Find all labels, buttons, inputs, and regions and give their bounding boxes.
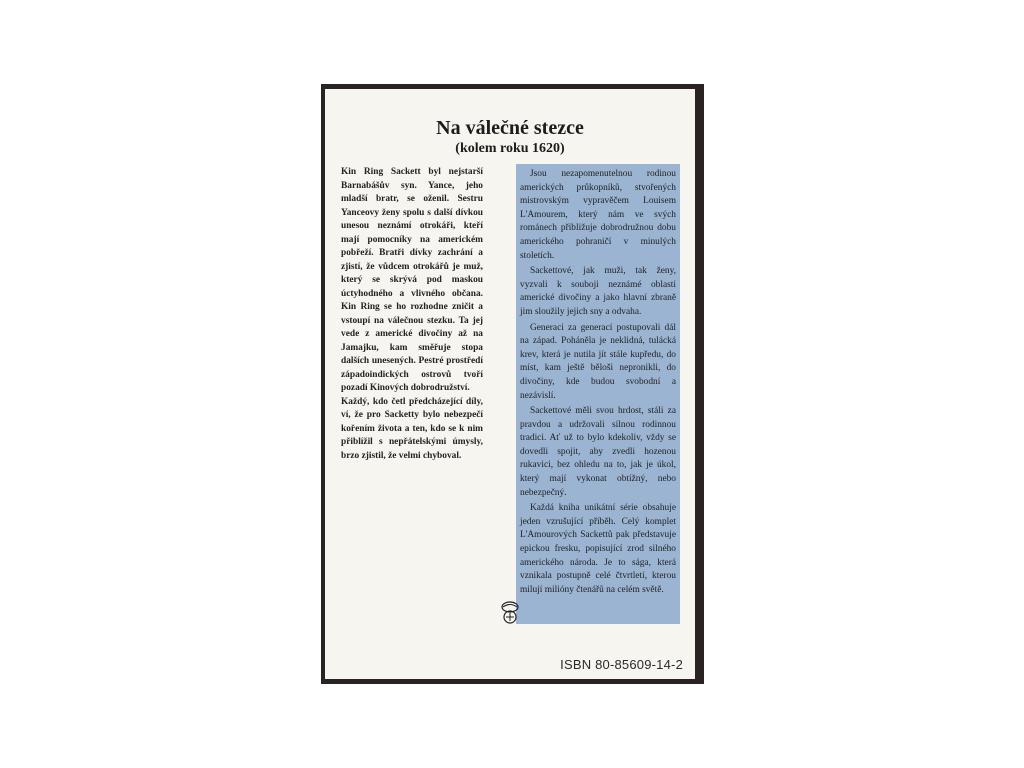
book-title: Na válečné stezce <box>436 117 584 139</box>
publisher-logo-icon <box>500 599 520 625</box>
series-blurb-panel <box>516 164 680 624</box>
synopsis-paragraph: Kin Ring Sackett byl nejstarší Barnabášův syn. Yance, jeho mladší bratr, se oženil. Sestru Yanceovy ženy spolu s další dívkou unesou neznámí otrokáři, kteří mají pomocníky na americkém pobřeží. Bratři dívky zachrání a zjistí, že vůdcem otrokářů je muž, který se skrývá pod maskou úctyhodného a vlivného občana. Kin Ring se ho rozhodne zničit a vstoupí na válečnou stezku. Ta jej vede z americké divočiny až na Jamajku, kam směřuje stopa dalších unesených. Pestré prostředí západoindických ostrovů tvoří pozadí Kinových dobrodružství. <box>341 167 483 393</box>
blurb-paragraph: Generaci za generací postupovali dál na západ. Poháněla je neklidná, tulácká krev, která je nutila jít stále kupředu, do míst, kam ještě běloši nepronikli, do divočiny, kde budou svobodní a nezávislí. <box>520 322 676 401</box>
blurb-paragraph: Každá kniha unikátní série obsahuje jeden vzrušující příběh. Celý komplet L'Amourových Sackettů pak představuje epickou fresku, popisující zrod silného amerického národa. Je to sága, která vznikala postupně celé čtvrtletí, kterou milují milióny čtenářů na celém světě. <box>520 503 676 595</box>
book-subtitle: (kolem roku 1620) <box>455 141 565 156</box>
book-back-cover <box>321 84 704 684</box>
blurb-paragraph: Sackettové měli svou hrdost, stáli za pravdou a udržovali silnou rodinnou tradici. Ať už to bylo kdekoliv, vždy se dovedli spojit, aby zvedli hozenou rukavici, bez ohledu na to, jak je úkol, který mají vykonat obtížný, nebo nebezpečný. <box>520 406 676 498</box>
blurb-paragraph: Sackettové, jak muži, tak ženy, vyzvali k souboji neznámé oblasti americké divočiny a jako hlavní zbraně jim sloužily jejich sny a odvaha. <box>520 266 676 317</box>
blurb-paragraph: Jsou nezapomenutelnou rodinou amerických průkopníků, stvořených mistrovským vypravěčem Louisem L'Amourem, který nám ve svých románech přibližuje dobrodružnou dobu amerického pohraničí v minulých stoletích. <box>520 169 676 261</box>
synopsis-column <box>341 166 483 463</box>
cover-page <box>325 89 695 679</box>
synopsis-paragraph: Každý, kdo četl předcházející díly, ví, že pro Sacketty bylo nebezpečí kořením života a ten, kdo se k nim přiblížil s nepřátelskými úmysly, brzo zjistil, že velmi chyboval. <box>341 396 483 461</box>
isbn-number: ISBN 80-85609-14-2 <box>560 657 683 672</box>
